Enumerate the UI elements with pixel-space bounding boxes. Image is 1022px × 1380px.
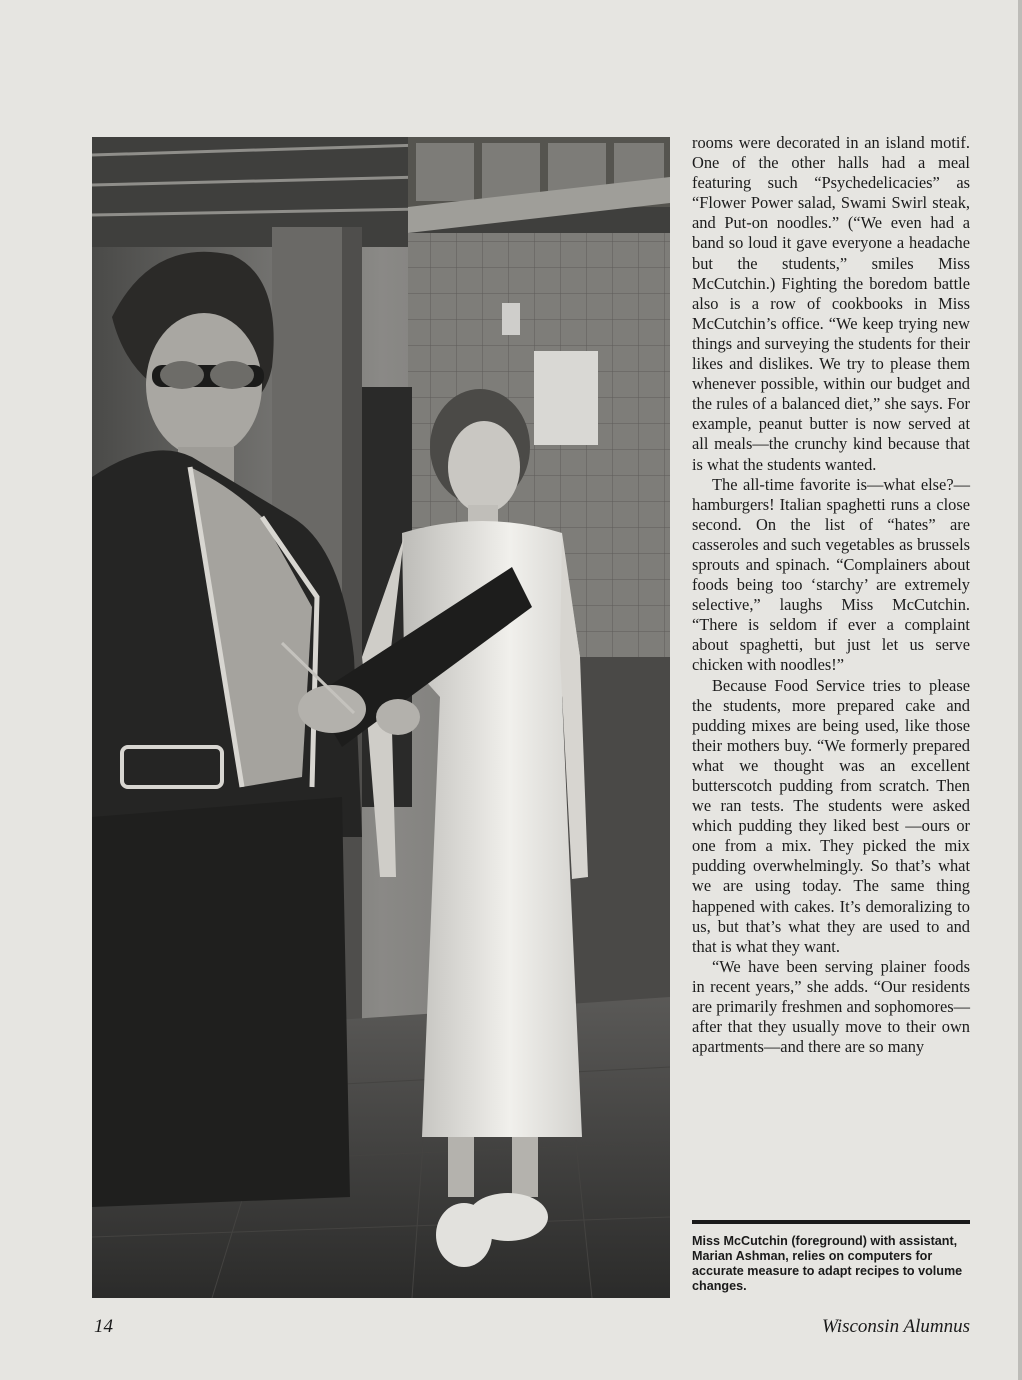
- article-paragraph: “We have been serving plainer foods in recent years,” she adds. “Our residents are primarily freshmen and sophomores—after that they usually move to their own apartments—and there are so many: [692, 956, 970, 1057]
- page-number: 14: [94, 1316, 113, 1337]
- photograph: [92, 137, 670, 1298]
- article-paragraph: Because Food Service tries to please the students, more prepared cake and pudding mixes are being used, like those their mothers buy. “We formerly prepared what we thought was an excellent butterscotch pudding from scratch. Then we ran tests. The students were asked which pudding they liked best —ours or one from a mix. They picked the mix pudding overwhelmingly. So that’s what we are using today. The same thing happened with cakes. It’s demoralizing to us, but that’s what they are used to and that is what they want.: [692, 675, 970, 956]
- photo-caption: Miss McCutchin (foreground) with assistant, Marian Ashman, relies on computers for accurate measure to adapt recipes to volume changes.: [692, 1234, 963, 1293]
- page-edge: [1018, 0, 1022, 1380]
- article-text: [692, 133, 970, 1057]
- caption-rule: [692, 1220, 970, 1224]
- article-paragraph: The all-time favorite is—what else?—hamburgers! Italian spaghetti runs a close second. On the list of “hates” are casseroles and such vegetables as brussels sprouts and spinach. “Complainers about foods being too ‘starchy’ are extremely selective,” laughs Miss McCutchin. “There is seldom if ever a complaint about spaghetti, but just let us serve chicken with noodles!”: [692, 474, 970, 675]
- magazine-title: Wisconsin Alumnus: [822, 1316, 970, 1337]
- article-paragraph: rooms were decorated in an island motif. One of the other halls had a meal featuring such “Psychedelicacies” as “Flower Power salad, Swami Swirl steak, and Put-on noodles.” (“We even had a band so loud it gave everyone a headache but the students,” smiles Miss McCutchin.) Fighting the boredom battle also is a row of cookbooks in Miss McCutchin’s office. “We keep trying new things and surveying the students for their likes and dislikes. We try to please them whenever possible, within our budget and the rules of a balanced diet,” she says. For example, peanut butter is now served at all meals—the crunchy kind because that is what the students wanted.: [692, 133, 970, 474]
